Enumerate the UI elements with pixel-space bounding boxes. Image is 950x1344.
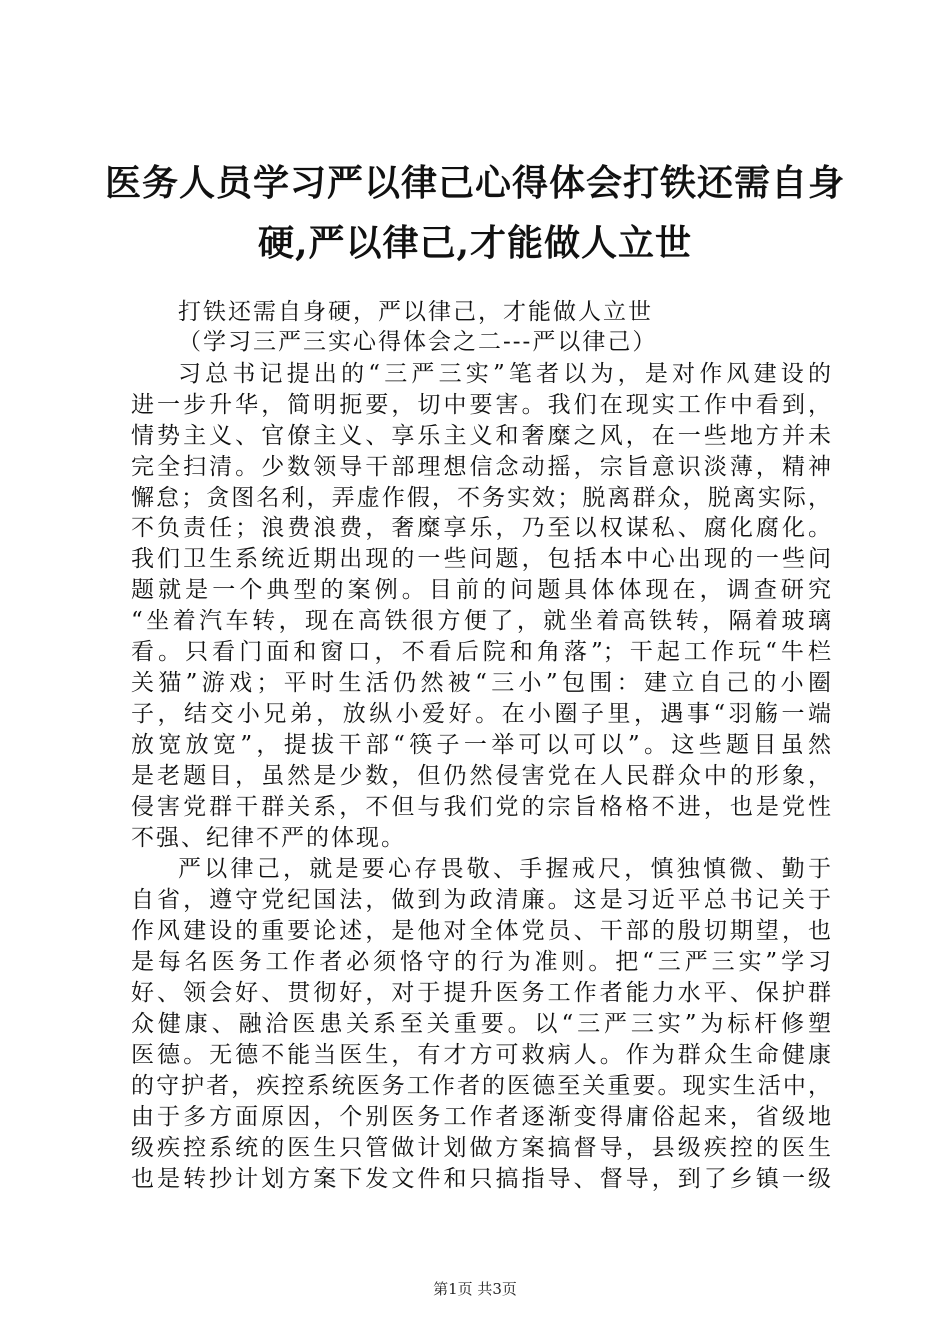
body-line: 看。只看门面和窗口，不看后院和角落”；干起工作玩“牛栏 <box>131 639 831 665</box>
body-line: 自省，遵守党纪国法，做到为政清廉。这是习近平总书记关于 <box>131 887 831 913</box>
page-number-footer: 第1页 共3页 <box>433 1280 517 1298</box>
body-line: 子，结交小兄弟，放纵小爱好。在小圈子里，遇事“羽觞一端 <box>131 701 831 727</box>
body-line: 关猫”游戏；平时生活仍然被“三小”包围：建立自己的小圈 <box>131 670 831 696</box>
body-line: 众健康、融洽医患关系至关重要。以“三严三实”为标杆修塑 <box>131 1011 831 1037</box>
body-line: （学习三严三实心得体会之二---严以律己） <box>178 329 658 355</box>
body-line: 严以律己，就是要心存畏敬、手握戒尺，慎独慎微、勤于 <box>178 856 831 882</box>
body-line: 情势主义、官僚主义、享乐主义和奢糜之风，在一些地方并未 <box>131 423 831 449</box>
body-line: 的守护者，疾控系统医务工作者的医德至关重要。现实生活中， <box>131 1073 831 1099</box>
document-title-line-2: 硬,严以律己,才能做人立世 <box>257 222 693 264</box>
body-line: 医德。无德不能当医生，有才方可救病人。作为群众生命健康 <box>131 1042 831 1068</box>
body-line: 级疾控系统的医生只管做计划做方案搞督导，县级疾控的医生 <box>131 1135 831 1161</box>
document-title-line-1: 医务人员学习严以律己心得体会打铁还需自身 <box>104 162 845 204</box>
body-line: 侵害党群干群关系，不但与我们党的宗旨格格不进，也是党性 <box>131 794 831 820</box>
body-line: 习总书记提出的“三严三实”笔者以为，是对作风建设的 <box>178 361 831 387</box>
body-line: 由于多方面原因，个别医务工作者逐渐变得庸俗起来，省级地 <box>131 1104 831 1130</box>
body-line: 作风建设的重要论述，是他对全体党员、干部的殷切期望，也 <box>131 918 831 944</box>
body-line: 也是转抄计划方案下发文件和只搞指导、督导，到了乡镇一级 <box>131 1166 831 1192</box>
body-line: 我们卫生系统近期出现的一些问题，包括本中心出现的一些问 <box>131 546 831 572</box>
body-line: “坐着汽车转，现在高铁很方便了，就坐着高铁转，隔着玻璃 <box>131 608 831 634</box>
body-line: 题就是一个典型的案例。目前的问题具体体现在，调查研究 <box>131 577 831 603</box>
body-line: 是每名医务工作者必须恪守的行为准则。把“三严三实”学习 <box>131 949 831 975</box>
body-line: 进一步升华，简明扼要，切中要害。我们在现实工作中看到， <box>131 392 831 418</box>
body-line: 完全扫清。少数领导干部理想信念动摇，宗旨意识淡薄，精神 <box>131 454 831 480</box>
body-line: 是老题目，虽然是少数，但仍然侵害党在人民群众中的形象， <box>131 763 831 789</box>
body-line: 放宽放宽”，提拔干部“筷子一举可以可以”。这些题目虽然 <box>131 732 831 758</box>
body-line: 好、领会好、贯彻好，对于提升医务工作者能力水平、保护群 <box>131 980 831 1006</box>
body-line: 懈怠；贪图名利，弄虚作假，不务实效；脱离群众，脱离实际， <box>131 485 831 511</box>
body-line: 打铁还需自身硬，严以律己，才能做人立世 <box>178 299 653 325</box>
body-line: 不负责任；浪费浪费，奢糜享乐，乃至以权谋私、腐化腐化。 <box>131 515 831 541</box>
body-line: 不强、纪律不严的体现。 <box>131 825 406 851</box>
